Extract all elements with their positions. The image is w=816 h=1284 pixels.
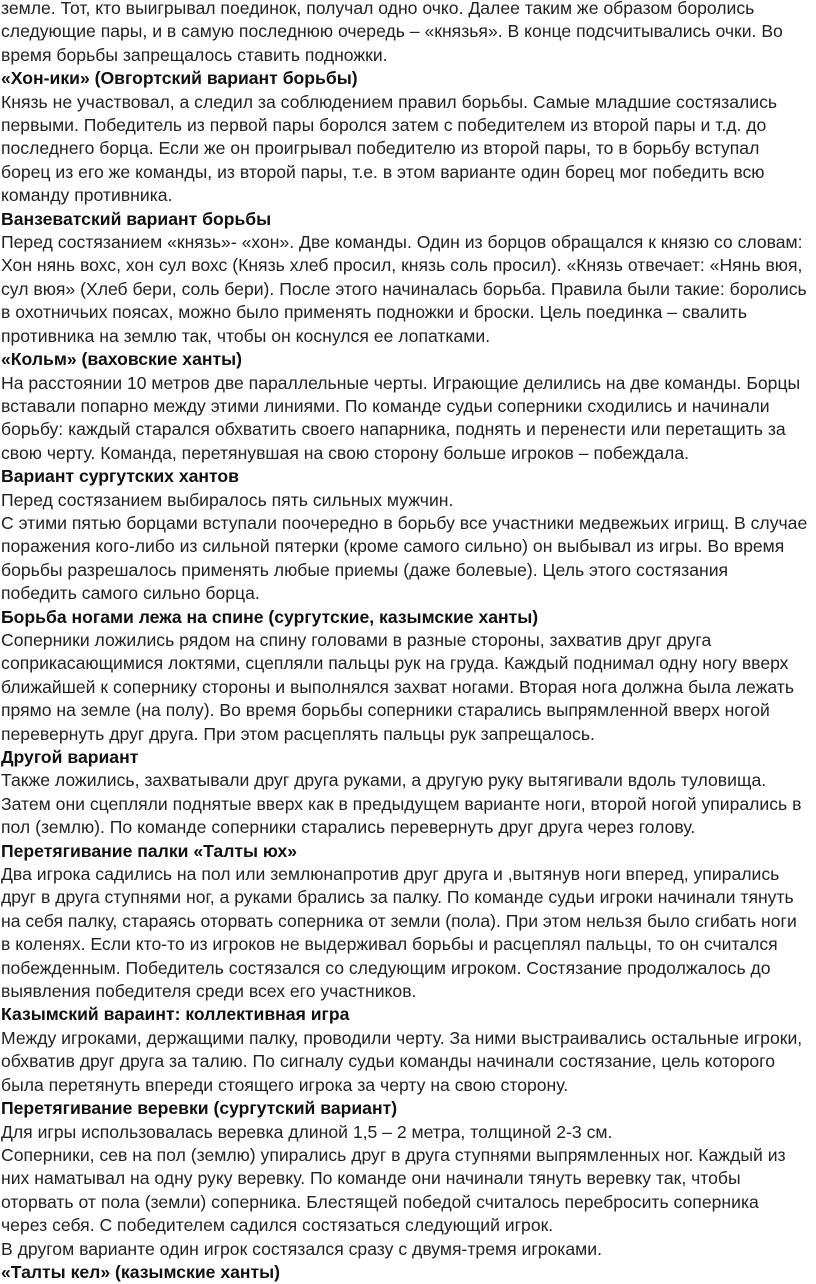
paragraph-leg-wrestling: Соперники ложились рядом на спину головами в разные стороны, захватив друг друга соприкасающимися локтями, сцепляли пальцы рук на груда. Каждый поднимал одну ногу вверх ближайшей к сопернику стороны и выполнялся захват ногами. Вторая нога должна была лежать прямо на земле (на полу). Во время борьбы соперники старались выпрямленной вверх ногой перевернуть друг друга. При этом расцеплять пальцы рук запрещалось. (1, 629, 794, 744)
heading-kolm: «Кольм» (ваховские ханты) (1, 349, 242, 370)
paragraph-vanzevat-variant: Перед состязанием «князь»- «хон». Две команды. Один из борцов обращался к князю со словам: Хон нянь вохс, хон сул вохс (Князь хлеб просил, князь соль просил). «Князь отвечает: «Нянь вюя, сул вюя» (Хлеб бери, соль бери). После этого начиналась борьба. Правила были такие: боролись в охотничьих поясах, можно было применять подножки и броски. Цель поединка – свалить противника на землю так, чтобы он коснулся ее лопатками. (1, 232, 807, 346)
heading-other-variant: Другой вариант (1, 747, 139, 767)
heading-stick-pulling: Перетягивание палки «Талты юх» (1, 840, 298, 861)
paragraph-rope-specs: Для игры использовалась веревка длиной 1,5 – 2 метра, толщиной 2-3 см. (1, 1121, 613, 1142)
paragraph-rope-other-variant: В другом варианте один игрок состязался сразу с двумя-тремя игроками. (1, 1238, 602, 1259)
paragraph-surgut-rules: С этими пятью борцами вступали поочередно в борьбу все участники медвежьих игрищ. В случае поражения кого-либо из сильной пятерки (кроме самого сильно) он выбывал из игры. Во время борьбы разрешалось применять любые приемы (даже болевые). Цель этого состязания победить самого сильно борца. (1, 512, 808, 604)
heading-leg-wrestling: Борьба ногами лежа на спине (сургутские, казымские ханты) (1, 606, 539, 627)
paragraph-stick-pulling: Два игрока садились на пол или землюнапротив друг друга и ,вытянув ноги вперед, упирались друг в друга ступнями ног, а руками брались за палку. По команде судьи игроки начинали тянуть на себя палку, стараясь оторвать соперника от земли (пола). При этом нельзя было сгибать ноги в коленях. Если кто-то из игроков не выдерживал борьбы и расцеплял пальцы, то он считался побежденным. Победитель состязался со следующим игроком. Состязание продолжалось до выявления победителя среди всех его участников. (1, 864, 797, 1002)
paragraph-rope-rules: Соперники, сев на пол (землю) упирались друг в друга ступнями выпрямленных ног. Каждый из них наматывал на одну руку веревку. По команде они начинали тянуть веревку так, чтобы оторвать от пола (земли) соперника. Блестящей победой считалось перебросить соперника через себя. С победителем садился состязаться следующий игрок. (1, 1144, 786, 1236)
heading-kazym-variant: Казымский вараинт: коллективная игра (1, 1004, 350, 1025)
heading-surgut-variant: Вариант сургутских хантов (1, 466, 239, 487)
paragraph-kolm: На расстоянии 10 метров две параллельные черты. Играющие делились на две команды. Борцы вставали попарно между этими линиями. По команде судьи соперники сходились и начинали борьбу: каждый старался обхватить своего напарника, поднять и перенести или перетащить за свою черту. Команда, перетянувшая на свою сторону больше игроков – побеждала. (1, 372, 801, 463)
heading-hon-iki: «Хон-ики» (Овгортский вариант борьбы) (1, 68, 358, 89)
paragraph-hon-iki: Князь не участвовал, а следил за соблюдением правил борьбы. Самые младшие состязались первыми. Победитель из первой пары боролся затем с победителем из второй пары и т.д. до последнего борца. Если же он проигрывал победителю из второй пары, то в борьбу вступал борец из его же команды, из второй пары, т.е. в этом варианте один борец мог победить всю команду противника. (1, 91, 778, 206)
heading-rope-pulling: Перетягивание веревки (сургутский вариант) (1, 1098, 398, 1119)
paragraph-other-variant: Также ложились, захватывали друг друга руками, а другую руку вытягивали вдоль туловища. Затем они сцепляли поднятые вверх как в предыдущем варианте ноги, второй ногой упирались в пол (землю). По команде соперники старались перевернуть друг друга через голову. (1, 770, 802, 838)
heading-talty-kel: «Талты кел» (казымские ханты) (1, 1261, 281, 1282)
paragraph-surgut-selection: Перед состязанием выбиралось пять сильных мужчин. (1, 489, 454, 510)
paragraph-wrestling-scoring: земле. Тот, кто выигрывал поединок, получал одно очко. Далее таким же образом боролись следующие пары, и в самую последнюю очередь – «князья». В конце подсчитывались очки. Во время борьбы запрещалось ставить подножки. (1, 0, 783, 65)
paragraph-kazym-variant: Между игроками, держащими палку, проводили черту. За ними выстраивались остальные игроки, обхватив друг друга за талию. По сигналу судьи команды начинали состязание, цель которого была перетянуть впереди стоящего игрока за черту на свою сторону. (1, 1027, 803, 1095)
heading-vanzevat-variant: Ванзеватский вариант борьбы (1, 208, 272, 229)
